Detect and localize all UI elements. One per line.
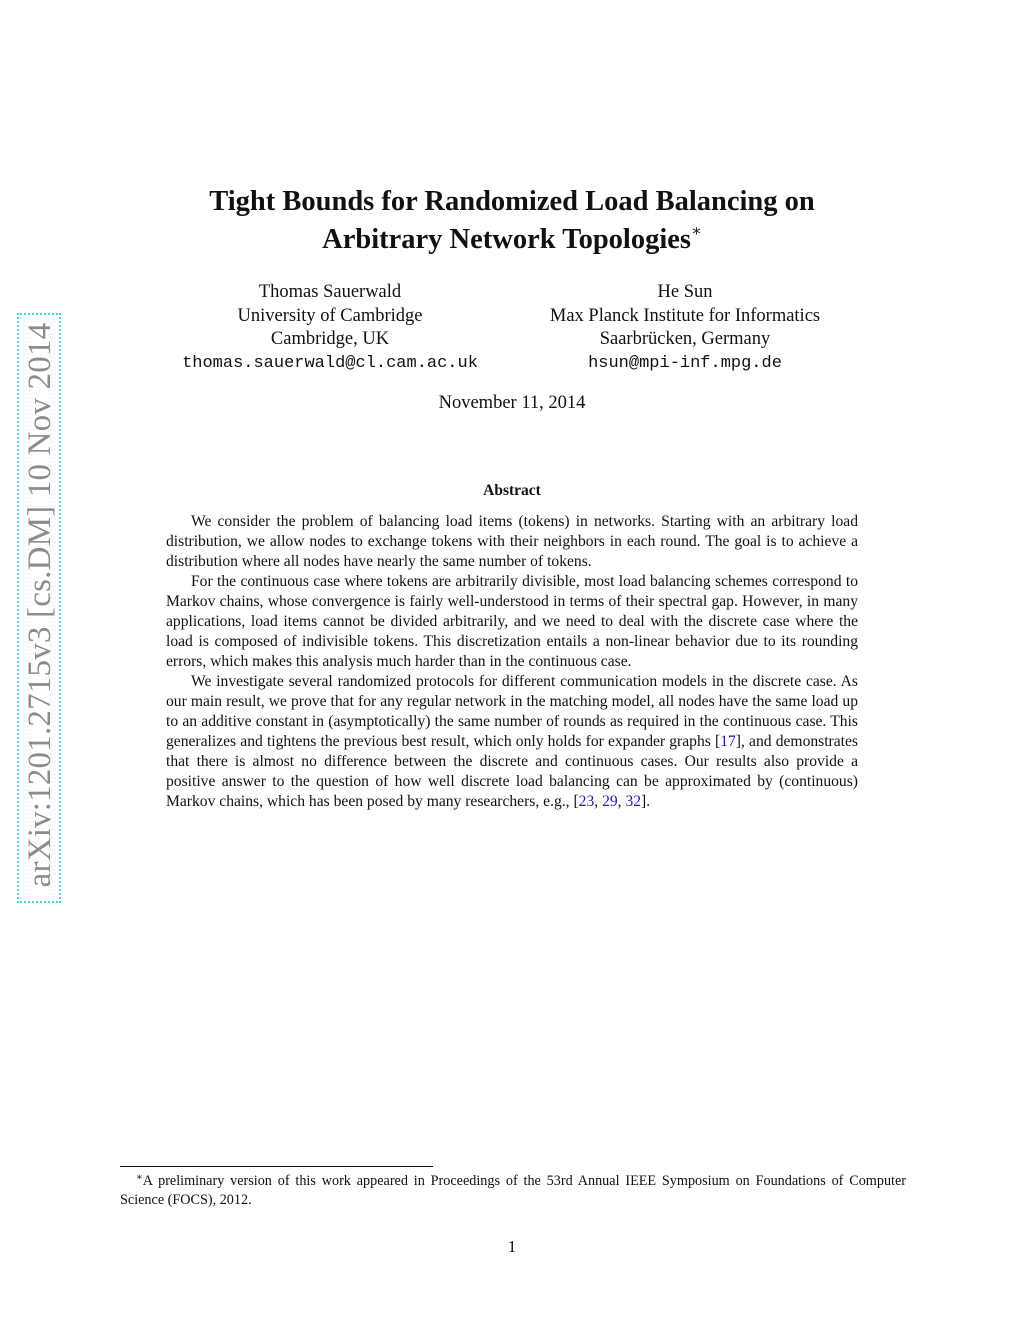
citation-link-17[interactable]: 17 [720, 733, 736, 750]
arxiv-identifier: arXiv:1201.2715v3 [cs.DM] 10 Nov 2014 [22, 322, 58, 888]
author-block-2 [505, 281, 865, 375]
page-number: 1 [507, 1237, 517, 1256]
abstract-heading: Abstract [483, 482, 541, 499]
author-name: Thomas Sauerwald [258, 282, 402, 302]
footnote-text: A preliminary version of this work appeared in Proceedings of the 53rd Annual IEEE Symposium on Foundations of Computer Science (FOCS), 2012. [120, 1173, 906, 1208]
paper-title [140, 183, 884, 259]
author-email[interactable]: hsun@mpi-inf.mpg.de [588, 353, 782, 373]
abstract-text: ], and demonstrates that there is almost no difference between the discrete and continuous cases. Our results also provide a positive answer to the question of how well discrete load balancing can be approximated by (continuous) Markov chains, which has been posed by many researchers, e.g., [ [166, 733, 858, 810]
author-location: Saarbrücken, Germany [599, 329, 771, 349]
title-line-2: Arbitrary Network Topologies [322, 224, 692, 255]
abstract-paragraph-3 [166, 672, 858, 812]
author-email[interactable]: thomas.sauerwald@cl.cam.ac.uk [182, 353, 478, 373]
citation-link-32[interactable]: 32 [625, 793, 642, 810]
footnote [120, 1172, 906, 1210]
abstract-body [166, 512, 858, 812]
author-affiliation: University of Cambridge [237, 305, 423, 326]
abstract-paragraph-2: For the continuous case where tokens are arbitrarily divisible, most load balancing schemes correspond to Markov chains, whose convergence is fairly well-understood in terms of their spectral gap. However, in many applications, load items cannot be divided arbitrarily, and we need to deal with the discrete case where the load is composed of indivisible tokens. This discretization entails a non-linear behavior due to its rounding errors, which makes this analysis much harder than in the continuous case. [166, 573, 858, 670]
author-affiliation: Max Planck Institute for Informatics [549, 305, 821, 326]
author-location: Cambridge, UK [270, 329, 390, 349]
title-line-1: Tight Bounds for Randomized Load Balancing on [209, 186, 815, 217]
publication-date: November 11, 2014 [438, 393, 586, 413]
abstract-paragraph-1: We consider the problem of balancing load items (tokens) in networks. Starting with an arbitrary load distribution, we allow nodes to exchange tokens with their neighbors in each round. The goal is to achieve a distribution where all nodes have nearly the same number of tokens. [166, 513, 858, 570]
author-block-1 [160, 281, 500, 375]
citation-link-23[interactable]: 23 [578, 793, 595, 810]
footnote-marker: ∗ [136, 1172, 143, 1183]
abstract-text: ]. [641, 793, 651, 810]
citation-link-29[interactable]: 29 [602, 793, 618, 810]
abstract-text: We investigate several randomized protocols for different communication models in the discrete case. As our main result, we prove that for any regular network in the matching model, all nodes have the same load up to an additive constant in (asymptotically) the same number of rounds as required in the continuous case. This generalizes and tightens the previous best result, which only holds for expander graphs [ [166, 673, 858, 750]
citation-separator: , [617, 793, 626, 810]
citation-separator: , [594, 793, 603, 810]
footnote-rule [120, 1166, 433, 1167]
author-name: He Sun [657, 282, 713, 302]
title-footnote-marker: ∗ [691, 223, 702, 240]
